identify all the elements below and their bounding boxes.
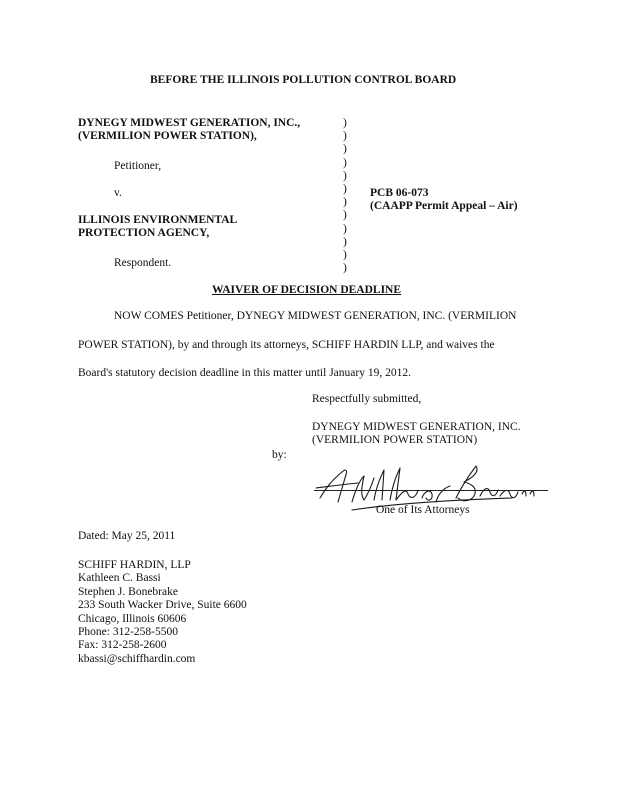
petitioner-label: Petitioner, — [114, 160, 162, 172]
body-line-1: NOW COMES Petitioner, DYNEGY MIDWEST GENERATION, INC. (VERMILION — [114, 310, 517, 322]
caption-paren: ) — [343, 222, 347, 235]
caption-paren: ) — [343, 209, 347, 222]
petitioner-name-line2: (VERMILION POWER STATION), — [78, 130, 257, 142]
firm-address-line1: 233 South Wacker Drive, Suite 6600 — [78, 599, 247, 612]
firm-phone: Phone: 312-258-5500 — [78, 626, 178, 639]
respectfully-submitted: Respectfully submitted, — [312, 393, 422, 405]
by-label: by: — [272, 449, 287, 461]
caption-paren: ) — [343, 235, 347, 248]
caption-paren: ) — [343, 143, 347, 156]
dated-line: Dated: May 25, 2011 — [78, 530, 176, 542]
document-title: WAIVER OF DECISION DEADLINE — [212, 284, 402, 296]
case-number: PCB 06-073 — [370, 187, 429, 199]
petitioner-name-line1: DYNEGY MIDWEST GENERATION, INC., — [78, 117, 301, 129]
caption-parenthesis-column — [343, 117, 347, 275]
body-line-2: POWER STATION), by and through its attorneys, SCHIFF HARDIN LLP, and waives the — [78, 339, 495, 351]
firm-contact-block — [78, 559, 247, 666]
caption-paren: ) — [343, 183, 347, 196]
body-line-3: Board's statutory decision deadline in this matter until January 19, 2012. — [78, 367, 411, 379]
case-type: (CAAPP Permit Appeal – Air) — [370, 200, 518, 212]
attorney-name: Stephen J. Bonebrake — [78, 585, 178, 598]
caption-paren: ) — [343, 130, 347, 143]
versus-label: v. — [114, 187, 122, 199]
respondent-name-line1: ILLINOIS ENVIRONMENTAL — [78, 214, 238, 226]
firm-address-line2: Chicago, Illinois 60606 — [78, 612, 187, 625]
firm-email: kbassi@schiffhardin.com — [78, 652, 196, 665]
caption-paren: ) — [343, 196, 347, 209]
caption-paren: ) — [343, 262, 347, 275]
caption-paren: ) — [343, 169, 347, 182]
firm-name: SCHIFF HARDIN, LLP — [78, 559, 191, 571]
respondent-label: Respondent. — [114, 257, 172, 269]
caption-paren: ) — [343, 249, 347, 262]
court-heading: BEFORE THE ILLINOIS POLLUTION CONTROL BOARD — [150, 74, 457, 86]
caption-paren: ) — [343, 156, 347, 169]
one-of-its-attorneys: One of Its Attorneys — [376, 504, 470, 516]
signatory-party-line2: (VERMILION POWER STATION) — [312, 434, 478, 446]
signatory-party-line1: DYNEGY MIDWEST GENERATION, INC. — [312, 421, 521, 433]
signature-line — [314, 490, 548, 491]
firm-fax: Fax: 312-258-2600 — [78, 639, 167, 652]
attorney-name: Kathleen C. Bassi — [78, 572, 161, 585]
respondent-name-line2: PROTECTION AGENCY, — [78, 227, 210, 239]
caption-paren: ) — [343, 117, 347, 129]
